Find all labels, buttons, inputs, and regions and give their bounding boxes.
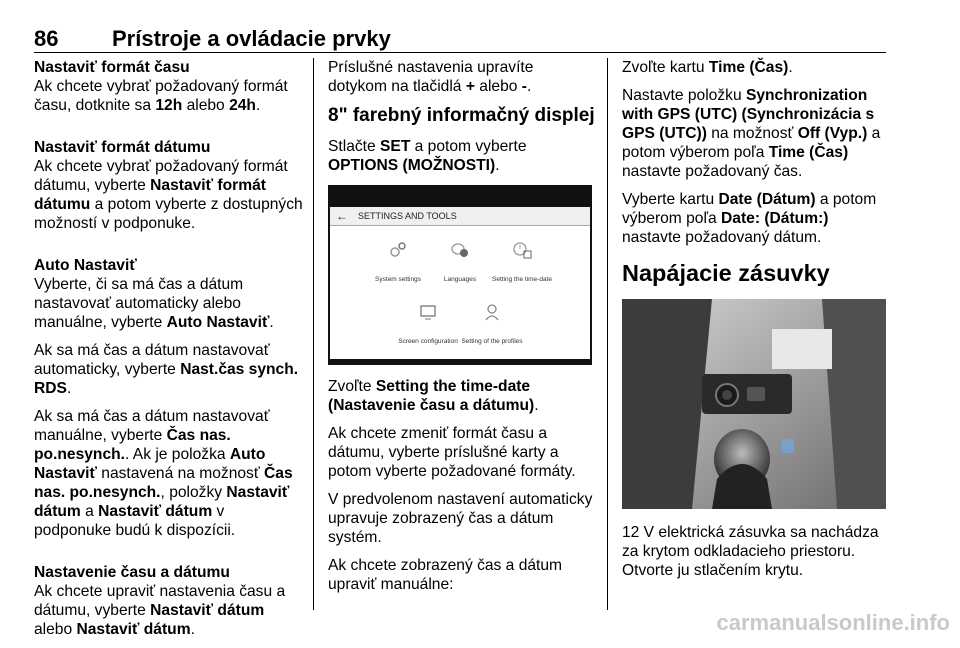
section-time-format xyxy=(34,58,304,115)
paragraph-press-set xyxy=(328,137,596,175)
paragraph: Ak chcete zmeniť formát času a dátumu, vyberte príslušné karty a potom vyberte požadované formáty. xyxy=(328,425,576,480)
paragraph-change-format xyxy=(328,424,596,481)
paragraph xyxy=(622,86,890,181)
page-title: Prístroje a ovládacie prvky xyxy=(112,26,391,51)
text: a potom výberom poľa xyxy=(622,191,877,227)
section-heading-power-outlets: Napájacie zásuvky xyxy=(622,260,830,286)
tile-label: System settings xyxy=(375,276,421,283)
paragraph-outlet-location xyxy=(622,523,890,580)
paragraph xyxy=(34,77,304,115)
screen-icon xyxy=(418,303,438,321)
tile-time-date xyxy=(482,241,562,289)
bold-term: Nastaviť dátum xyxy=(98,503,213,520)
paragraph xyxy=(34,275,304,332)
text: Ak chcete vybrať požadovaný formát času, dotknite sa xyxy=(34,78,288,114)
paragraph: V predvolenom nastavení automaticky upravuje zobrazený čas a dátum systém. xyxy=(328,491,593,546)
column-2 xyxy=(328,58,596,603)
section-time-date-setting xyxy=(34,563,304,639)
section-heading: Auto Nastaviť xyxy=(34,257,137,274)
section-heading-display: 8" farebný informačný displej xyxy=(328,105,595,126)
bold-term: Time (Čas) xyxy=(768,144,849,161)
text: Stlačte xyxy=(328,138,381,155)
text: . xyxy=(255,97,261,114)
paragraph-rds xyxy=(34,341,304,398)
text: alebo xyxy=(474,78,522,95)
bold-term: Auto Nastaviť xyxy=(34,446,266,482)
back-arrow-icon: ← xyxy=(336,209,348,223)
text: Vyberte kartu xyxy=(622,191,719,208)
text: nastavte požadovaný čas. xyxy=(622,163,803,180)
page-number: 86 xyxy=(34,26,59,51)
bold-term: Off (Vyp.) xyxy=(797,125,868,142)
tile-label: Setting of the profiles xyxy=(461,338,523,345)
paragraph-date-tab xyxy=(622,190,890,247)
bold-term: Date: (Dátum:) xyxy=(721,210,829,227)
text: a potom vyberte xyxy=(410,138,527,155)
column-1 xyxy=(34,58,304,648)
section-date-format xyxy=(34,138,304,233)
text: a potom vyberte z dostupných možností v podponuke. xyxy=(34,196,303,232)
bold-term: Nastaviť formát dátumu xyxy=(34,177,266,213)
page-header xyxy=(34,26,886,52)
bold-term: Auto Nastaviť xyxy=(166,314,270,331)
text: alebo xyxy=(182,97,230,114)
text: Zvoľte kartu xyxy=(622,59,709,76)
text: . xyxy=(526,78,532,95)
bold-term: OPTIONS (MOŽNOSTI) xyxy=(328,157,496,174)
bold-term: Čas nas. po.nesynch. xyxy=(34,427,231,463)
bold-term: - xyxy=(521,78,527,95)
column-divider xyxy=(313,58,314,610)
paragraph xyxy=(34,407,304,540)
paragraph: 12 V elektrická zásuvka sa nachádza za krytom odkladacieho priestoru. Otvorte ju stlačením krytu. xyxy=(622,524,879,579)
text: Ak sa má čas a dátum nastavovať automaticky, vyberte xyxy=(34,342,270,378)
paragraph: Ak chcete zobrazený čas a dátum upraviť manuálne: xyxy=(328,557,563,593)
section-heading: Nastaviť formát času xyxy=(34,59,190,76)
bold-term: Date (Dátum) xyxy=(718,191,816,208)
bold-term: Nastaviť dátum xyxy=(34,484,290,520)
header-rule xyxy=(34,52,886,53)
paragraph xyxy=(622,58,890,77)
paragraph-time-tab xyxy=(622,58,890,77)
tile-label: Screen configuration xyxy=(398,338,458,345)
text: Ak sa má čas a dátum nastavovať manuálne, vyberte xyxy=(34,408,270,444)
screen-title: SETTINGS AND TOOLS xyxy=(358,211,457,221)
bold-term: Nastaviť dátum xyxy=(76,621,191,638)
clock-calendar-icon xyxy=(512,241,532,259)
text: , položky xyxy=(160,484,227,501)
text: nastavte požadovaný dátum. xyxy=(622,229,822,246)
text: Zvoľte xyxy=(328,378,376,395)
gear-icon xyxy=(388,241,408,259)
bold-term: + xyxy=(465,78,475,95)
power-outlet-photo xyxy=(622,299,886,509)
text: . xyxy=(269,314,274,331)
text: alebo xyxy=(34,621,77,638)
paragraph xyxy=(328,58,596,96)
column-divider xyxy=(607,58,608,610)
text: v podponuke budú k dispozícii. xyxy=(34,503,236,539)
screen-title-bar xyxy=(330,207,590,226)
tile-profiles xyxy=(452,303,532,351)
text: Ak chcete upraviť nastavenia času a dátumu, vyberte xyxy=(34,583,286,619)
section-auto-set xyxy=(34,256,304,332)
text: . xyxy=(788,59,793,76)
section-heading: Nastaviť formát dátumu xyxy=(34,139,211,156)
bold-term: SET xyxy=(380,138,411,155)
text: nastavená na možnosť xyxy=(96,465,265,482)
text: a potom výberom poľa xyxy=(622,125,881,161)
text: . Ak je položka xyxy=(124,446,230,463)
section-heading: Nastavenie času a dátumu xyxy=(34,564,230,581)
bold-term: Čas nas. po.nesynch. xyxy=(34,465,293,501)
paragraph xyxy=(328,377,596,415)
profile-icon xyxy=(482,303,502,321)
text: na možnosť xyxy=(706,125,798,142)
paragraph xyxy=(34,157,304,233)
column-3 xyxy=(622,58,890,589)
bold-term: Setting the time-date (Nastavenie času a dátumu) xyxy=(328,378,535,414)
console-photo-illustration xyxy=(622,299,886,509)
text: Príslušné nastavenia upravíte dotykom na tlačidlá xyxy=(328,59,534,95)
text: Ak chcete vybrať požadovaný formát dátumu, vyberte xyxy=(34,158,288,194)
bold-term: 24h xyxy=(229,97,256,114)
bold-term: Nastaviť dátum xyxy=(150,602,265,619)
paragraph xyxy=(328,137,596,175)
tile-label: Languages xyxy=(443,276,477,283)
language-bubble-icon xyxy=(450,241,470,259)
text: . xyxy=(66,380,72,397)
bold-term: Time (Čas) xyxy=(708,59,789,76)
text: a xyxy=(80,503,99,520)
text: . xyxy=(190,621,195,638)
paragraph-select-time-date xyxy=(328,377,596,415)
paragraph xyxy=(34,341,304,398)
paragraph-default xyxy=(328,490,596,547)
bold-term: 12h xyxy=(155,97,183,114)
paragraph-manual-adjust xyxy=(328,556,596,594)
paragraph-manual xyxy=(34,407,304,540)
text: Nastavte položku xyxy=(622,87,746,104)
paragraph xyxy=(34,582,304,639)
text: Vyberte, či sa má čas a dátum nastavovať automaticky alebo manuálne, vyberte xyxy=(34,276,244,331)
bold-term: Synchronization with GPS (UTC) (Synchronizácia s GPS (UTC)) xyxy=(622,87,875,142)
watermark: carmanualsonline.info xyxy=(716,610,950,635)
text: . xyxy=(495,157,500,174)
paragraph-gps-sync xyxy=(622,86,890,181)
text: . xyxy=(534,397,539,414)
paragraph xyxy=(622,190,890,247)
tile-label: Setting the time-date xyxy=(492,276,552,283)
paragraph-adjust xyxy=(328,58,596,96)
bold-term: Nast.čas synch. RDS xyxy=(34,361,299,397)
settings-screen-illustration xyxy=(328,185,592,365)
